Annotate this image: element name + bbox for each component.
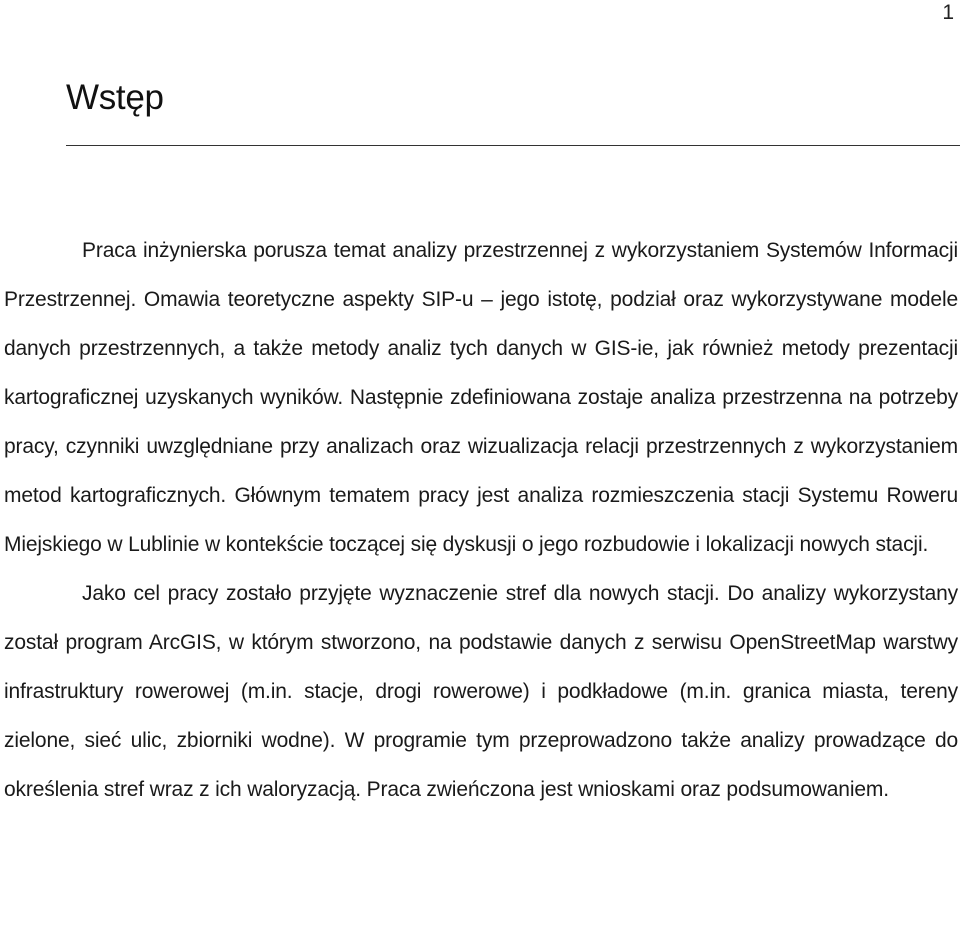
body-text — [4, 226, 958, 814]
page-number: 1 — [942, 1, 954, 24]
heading-divider — [66, 145, 960, 146]
paragraph-introduction: Praca inżynierska porusza temat analizy przestrzennej z wykorzystaniem Systemów Informacji Przestrzennej. Omawia teoretyczne aspekty SIP-u – jego istotę, podział oraz wykorzystywane modele danych przestrzennych, a także metody analiz tych danych w GIS-ie, jak również metody prezentacji kartograficznej uzyskanych wyników. Następnie zdefiniowana zostaje analiza przestrzenna na potrzeby pracy, czynniki uwzględniane przy analizach oraz wizualizacja relacji przestrzennych z wykorzystaniem metod kartograficznych. Głównym tematem pracy jest analiza rozmieszczenia stacji Systemu Roweru Miejskiego w Lublinie w kontekście toczącej się dyskusji o jego rozbudowie i lokalizacji nowych stacji. — [4, 239, 958, 556]
paragraph-objective: Jako cel pracy zostało przyjęte wyznaczenie stref dla nowych stacji. Do analizy wykorzystany został program ArcGIS, w którym stworzono, na podstawie danych z serwisu OpenStreetMap warstwy infrastruktury rowerowej (m.in. stacje, drogi rowerowe) i podkładowe (m.in. granica miasta, tereny zielone, sieć ulic, zbiorniki wodne). W programie tym przeprowadzono także analizy prowadzące do określenia stref wraz z ich waloryzacją. Praca zwieńczona jest wnioskami oraz podsumowaniem. — [4, 582, 958, 801]
chapter-heading: Wstęp — [66, 78, 164, 117]
